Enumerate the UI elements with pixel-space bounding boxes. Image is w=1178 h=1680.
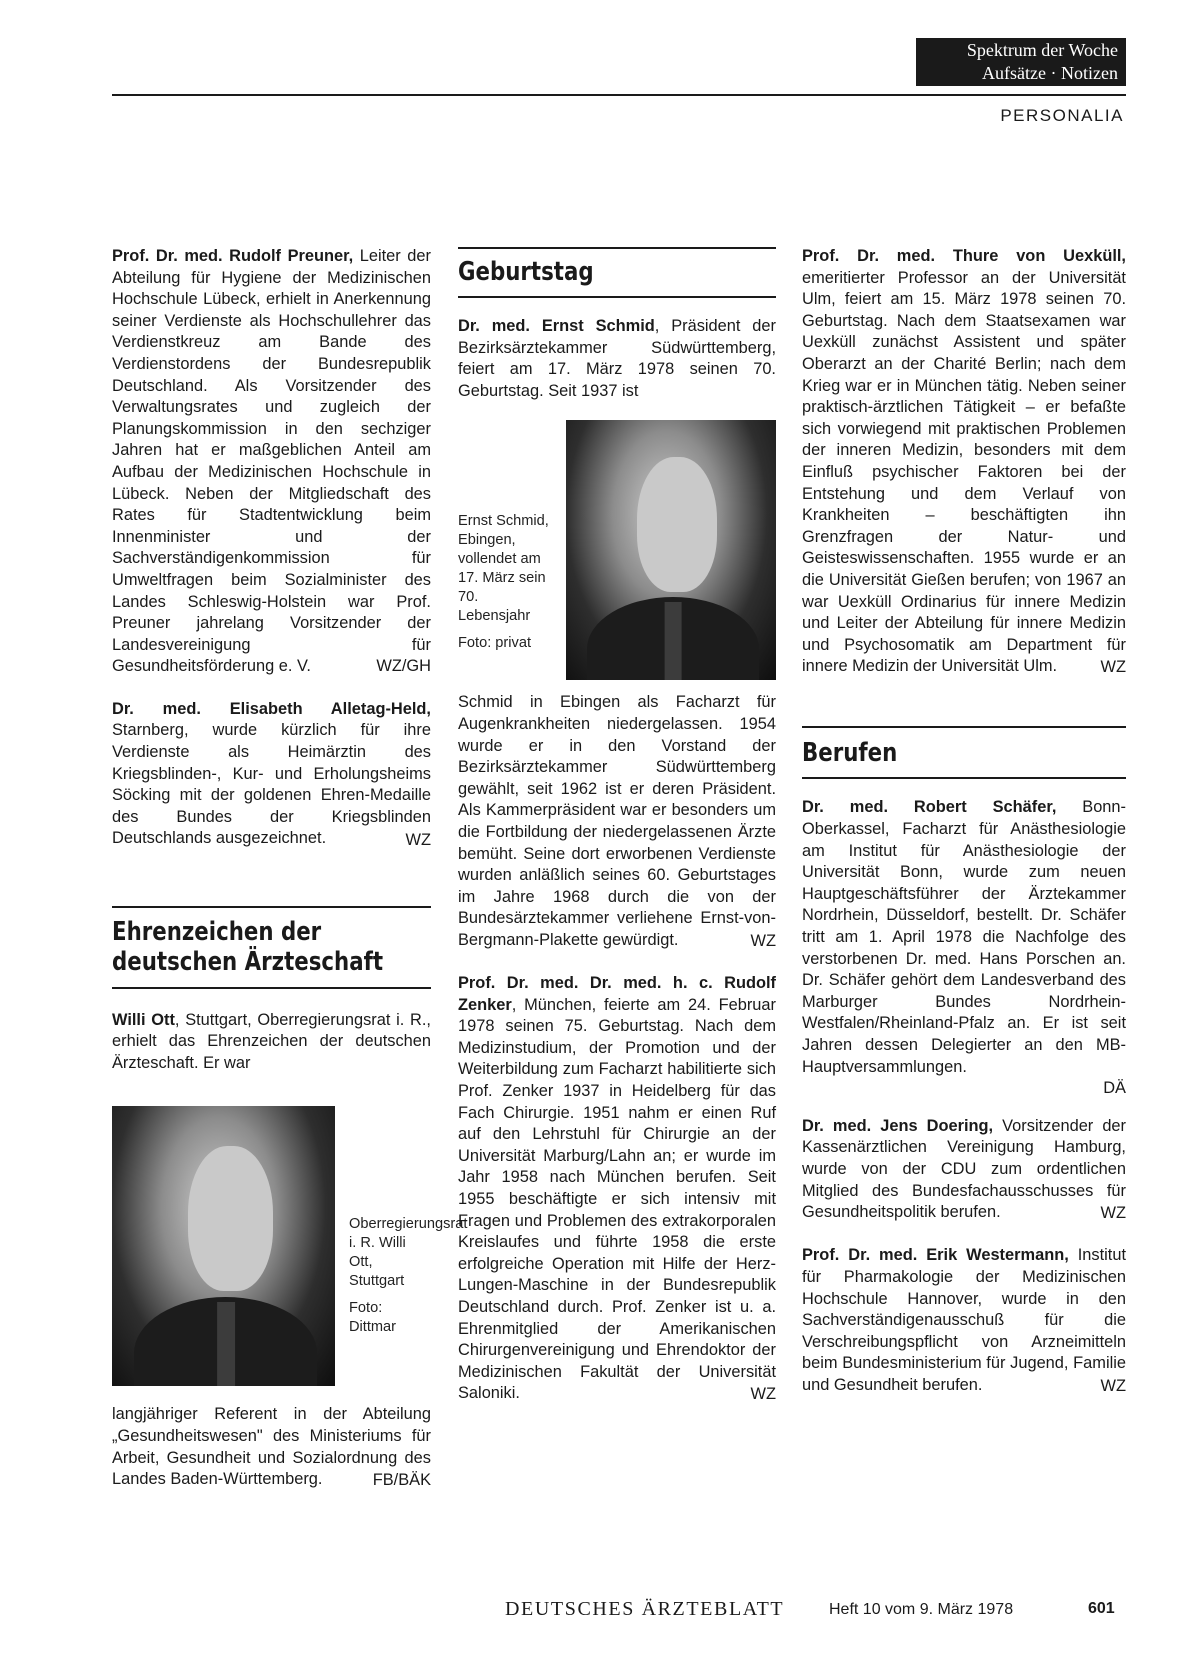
section-title: PERSONALIA: [1000, 106, 1124, 125]
article-schaefer: Dr. med. Robert Schäfer, Bonn-Oberkassel, Facharzt für Anästhesiologie am Institut für Anästhesiologie der Universität Bonn, wurde zum neuen Hauptgeschäftsführer der Ärztekammer Nordrhein, Düsseldorf, bestellt. Dr. Schäfer tritt am 1. April 1978 die Nachfolge des verstorbenen Dr. med. Hans Porschen an. Dr. Schäfer gehört dem Landesverband des Marburger Bundes Nordrhein-Westfalen/Rheinland-Pfalz an. Er ist seit Jahren dessen Delegierter an den MB-Hauptversammlungen.: [802, 798, 1126, 1076]
heading-line-2: deutschen Ärzteschaft: [112, 946, 384, 977]
article-schmid-continued: Schmid in Ebingen als Facharzt für Augenkrankheiten niedergelassen. 1954 wurde er in den Vorstand der Bezirksärztekammer Südwürttemberg gewählt, seit 1962 ist er deren Präsident. Als Kammerpräsident war er besonders um die Fortbildung der niedergelassenen Ärzte bemüht. Seine dort erworbenen Verdienste wurden anläßlich seines 60. Geburtstages im Jahre 1968 durch die von der Bundesärztekammer verliehene Ernst-von-Bergmann-Plakette gewürdigt.: [458, 693, 776, 949]
photo-caption: Ernst Schmid, Ebingen, vollendet am 17. März sein 70. Lebensjahr: [458, 513, 549, 625]
person-name: Prof. Dr. med. Rudolf Preuner,: [112, 247, 354, 265]
article-doering: Dr. med. Jens Doering, Vorsitzender der Kassenärztlichen Vereinigung Hamburg, wurde von der CDU zum ordentlichen Mitglied des Bundesfachausschusses für Gesundheitspolitik berufen.: [802, 1116, 1127, 1222]
person-name: Dr. med. Jens Doering,: [802, 1116, 994, 1135]
heading: Berufen: [802, 738, 898, 769]
article-schmid: Dr. med. Ernst Schmid, Präsident der Bezirksärztekammer Südwürttemberg, feiert am 17. März 1978 seinen 70. Geburtstag. Seit 1937 ist: [458, 317, 776, 400]
author-signature: FB/BÄK: [372, 1470, 431, 1489]
section-heading-berufen: [802, 726, 1126, 779]
page-footer: [0, 1598, 1178, 1628]
author-signature: DÄ: [1103, 1079, 1126, 1098]
author-signature: WZ: [1100, 1203, 1126, 1222]
person-name: Dr. med. Robert Schäfer,: [802, 798, 1057, 817]
column-1: [112, 246, 468, 1491]
badge-line-1: Spektrum der Woche: [966, 40, 1118, 60]
issue-info: Heft 10 vom 9. März 1978: [829, 1601, 1014, 1618]
portrait-photo-ott: [112, 1106, 335, 1386]
article-alletag: Dr. med. Elisabeth Alletag-Held, Starnberg, wurde kürzlich für ihre Verdienste als Heimärztin des Kriegsblinden-, Kur- und Erholungsheims Söcking mit der goldenen Ehren-Medaille des Bundes der Kriegsblinden Deutschlands ausgezeichnet.: [112, 699, 431, 848]
person-name: Dr. med. Ernst Schmid: [458, 317, 655, 335]
badge-line-2: Aufsätze · Notizen: [982, 63, 1118, 83]
person-name: Prof. Dr. med. Dr. med. h. c. Rudolf Zenker: [458, 974, 776, 1014]
journal-name: DEUTSCHES ÄRZTEBLATT: [505, 1598, 785, 1620]
photo-caption: Oberregierungsrat i. R. Willi Ott, Stuttgart: [349, 1216, 468, 1290]
article-uexkuell: Prof. Dr. med. Thure von Uexküll, emeritierter Professor an der Universität Ulm, feiert am 15. März 1978 seinen 70. Geburtstag. Nach dem Staatsexamen war Uexküll zunächst Assistent und später Oberarzt an der Charité Berlin; nach dem Krieg war er in München tätig. Neben seiner praktisch-ärztlichen Tätigkeit – er befaßte sich vorwiegend mit praktischen Problemen der inneren Medizin, besonders mit dem Einfluß psychischer Faktoren bei der Entstehung und dem Verlauf von Krankheiten – beschäftigten ihn Grenzfragen der Natur- und Geisteswissenschaften. 1955 wurde er an die Universität Gießen berufen; von 1967 an war Uexküll Ordinarius für innere Medizin und Leiter der Abteilung für innere Medizin und Psychosomatik am Department für innere Medizin der Universität Ulm.: [802, 247, 1126, 676]
section-heading-geburtstag: [458, 247, 776, 298]
person-name: Dr. med. Elisabeth Alletag-Held,: [112, 699, 431, 718]
person-name: Prof. Dr. med. Erik Westermann,: [802, 1246, 1069, 1265]
article-ott: Willi Ott, Stuttgart, Oberregierungsrat i. R., erhielt das Ehrenzeichen der deutschen Ärzteschaft. Er war: [112, 1010, 431, 1072]
heading-line-1: Ehrenzeichen der: [112, 916, 322, 947]
author-signature: WZ: [1100, 1376, 1126, 1395]
section-badge: [916, 38, 1126, 86]
author-signature: WZ: [750, 931, 776, 950]
article-westermann: Prof. Dr. med. Erik Westermann, Institut für Pharmakologie der Medizinischen Hochschule Hannover, wurde in den Sachverständigenausschuß für die Verschreibungspflicht von Arzneimitteln beim Bundesministerium für Jugend, Familie und Gesundheit berufen.: [802, 1246, 1126, 1394]
photo-schmid-block: [458, 420, 776, 680]
author-signature: WZ/GH: [376, 657, 431, 676]
photo-ott-block: [112, 1106, 468, 1386]
article-preuner: Prof. Dr. med. Rudolf Preuner, Leiter der Abteilung für Hygiene der Medizinischen Hochschule Lübeck, erhielt in Anerkennung seiner Verdienste als Hochschullehrer das Verdienstkreuz am Bande des Verdienstordens der Bundesrepublik Deutschland. Als Vorsitzender des Verwaltungsrates und zugleich der Planungskommission in den sechziger Jahren hat er maßgeblichen Anteil am Aufbau der Medizinischen Hochschule in Lübeck. Neben der Mitgliedschaft des Rates für Stadtentwicklung beim Innenminister und der Sachverständigenkommission für Umweltfragen beim Sozialminister des Landes Schleswig-Holstein war Prof. Preuner jahrelang Vorsitzender der Landesvereinigung für Gesundheitsförderung e. V. WZ/GH: [112, 246, 431, 678]
photo-credit: Foto: Dittmar: [349, 1300, 397, 1336]
person-name: Prof. Dr. med. Thure von Uexküll,: [802, 247, 1126, 265]
column-2: [458, 247, 776, 1406]
author-signature: WZ: [1100, 657, 1126, 676]
column-3: [802, 246, 1126, 1397]
photo-credit: Foto: privat: [458, 635, 531, 652]
author-signature: WZ: [405, 831, 431, 850]
heading: Geburtstag: [458, 257, 594, 287]
author-signature: WZ: [750, 1384, 776, 1403]
article-ott-continued: langjähriger Referent in der Abteilung „Gesundheitswesen" des Ministeriums für Arbeit, Gesundheit und Sozialordnung des Landes Baden-Württemberg.: [112, 1405, 431, 1489]
person-name: Willi Ott: [112, 1010, 175, 1029]
section-heading-ehrenzeichen: [112, 906, 431, 989]
article-zenker: Prof. Dr. med. Dr. med. h. c. Rudolf Zenker, München, feierte am 24. Februar 1978 seinen 75. Geburtstag. Nach dem Medizinstudium, der Promotion und der Weiterbildung zum Facharzt habilitierte sich Prof. Zenker 1937 in Heidelberg für das Fach Chirurgie. 1951 nahm er einen Ruf auf den Lehrstuhl für Chirurgie an der Universität Marburg/Lahn an; er wurde im Jahr 1958 nach München berufen. Seit 1955 beschäftigte er sich intensiv mit Fragen und Problemen des extrakorporalen Kreislaufes und führte 1958 die erste erfolgreiche Operation mit Hilfe der Herz-Lungen-Maschine in der Bundesrepublik Deutschland durch. Prof. Zenker ist u. a. Ehrenmitglied der Amerikanischen Chirurgenvereinigung und Ehrendoktor der Medizinischen Fakultät der Universität Saloniki.: [458, 974, 776, 1403]
header-rule: [112, 94, 1126, 96]
portrait-photo-schmid: [566, 420, 776, 680]
page-number: 601: [1088, 1600, 1115, 1617]
